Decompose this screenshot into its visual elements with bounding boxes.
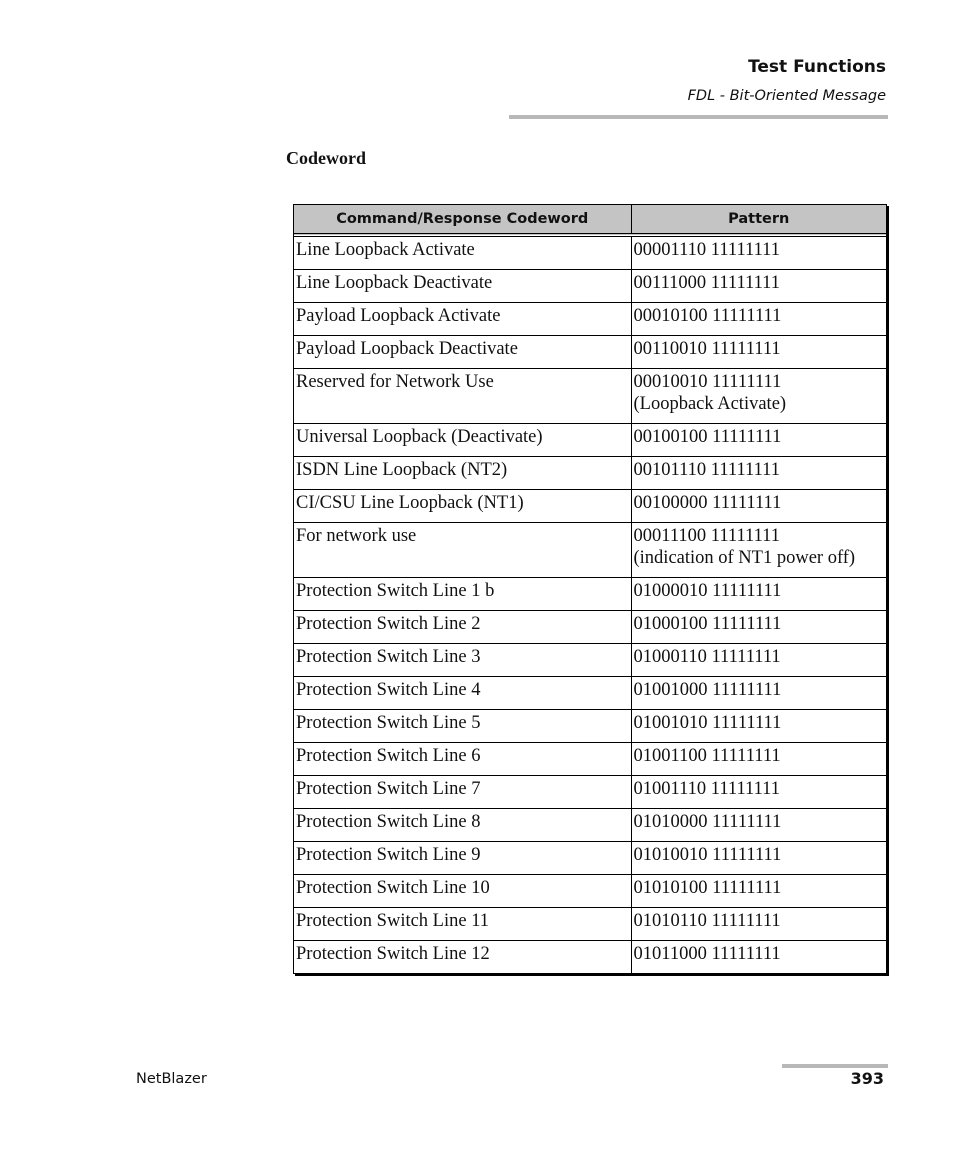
pattern-cell xyxy=(631,875,886,908)
table-row xyxy=(294,369,886,424)
command-cell: Protection Switch Line 5 xyxy=(294,710,631,743)
command-cell: Protection Switch Line 11 xyxy=(294,908,631,941)
pattern-cell xyxy=(631,369,886,424)
command-cell: Protection Switch Line 1 b xyxy=(294,578,631,611)
pattern-cell xyxy=(631,303,886,336)
pattern-note: (Loopback Activate) xyxy=(633,394,787,414)
table-row xyxy=(294,235,886,270)
pattern-value: 01000010 11111111 xyxy=(633,581,782,601)
table-row xyxy=(294,875,886,908)
pattern-cell xyxy=(631,611,886,644)
column-header-command: Command/Response Codeword xyxy=(294,205,631,235)
pattern-value: 00100000 11111111 xyxy=(633,493,782,513)
command-cell: Reserved for Network Use xyxy=(294,369,631,424)
table-row xyxy=(294,523,886,578)
table-row xyxy=(294,908,886,941)
pattern-cell xyxy=(631,490,886,523)
table-row xyxy=(294,809,886,842)
command-cell: For network use xyxy=(294,523,631,578)
page-header-title: Test Functions xyxy=(748,57,886,77)
command-cell: Protection Switch Line 7 xyxy=(294,776,631,809)
command-cell: Payload Loopback Deactivate xyxy=(294,336,631,369)
pattern-value: 01010110 11111111 xyxy=(633,911,781,931)
table-row xyxy=(294,842,886,875)
pattern-value: 00001110 11111111 xyxy=(633,240,780,260)
pattern-cell xyxy=(631,457,886,490)
pattern-value: 01000110 11111111 xyxy=(633,647,781,667)
pattern-value: 00100100 11111111 xyxy=(633,427,782,447)
header-divider xyxy=(509,115,888,119)
pattern-value: 01011000 11111111 xyxy=(633,944,781,964)
table-row xyxy=(294,710,886,743)
footer-product-name: NetBlazer xyxy=(136,1071,207,1087)
pattern-value: 00101110 11111111 xyxy=(633,460,780,480)
table-row xyxy=(294,578,886,611)
pattern-cell xyxy=(631,644,886,677)
table-row xyxy=(294,611,886,644)
pattern-cell xyxy=(631,270,886,303)
table-row xyxy=(294,336,886,369)
pattern-cell xyxy=(631,336,886,369)
pattern-value: 00011100 11111111 xyxy=(633,526,780,546)
codeword-table-container xyxy=(293,204,887,974)
pattern-cell xyxy=(631,809,886,842)
pattern-cell xyxy=(631,776,886,809)
command-cell: Protection Switch Line 4 xyxy=(294,677,631,710)
pattern-value: 01010000 11111111 xyxy=(633,812,782,832)
pattern-cell xyxy=(631,235,886,270)
command-cell: Payload Loopback Activate xyxy=(294,303,631,336)
table-row xyxy=(294,303,886,336)
pattern-value: 01000100 11111111 xyxy=(633,614,782,634)
pattern-value: 00110010 11111111 xyxy=(633,339,781,359)
codeword-table xyxy=(294,205,886,973)
pattern-value: 01001100 11111111 xyxy=(633,746,781,766)
command-cell: Protection Switch Line 9 xyxy=(294,842,631,875)
pattern-value: 01010100 11111111 xyxy=(633,878,782,898)
pattern-value: 00010010 11111111 xyxy=(633,372,782,392)
table-row xyxy=(294,941,886,974)
pattern-cell xyxy=(631,941,886,974)
command-cell: Universal Loopback (Deactivate) xyxy=(294,424,631,457)
command-cell: CI/CSU Line Loopback (NT1) xyxy=(294,490,631,523)
table-row xyxy=(294,457,886,490)
pattern-cell xyxy=(631,578,886,611)
column-header-pattern: Pattern xyxy=(631,205,886,235)
table-header-row xyxy=(294,205,886,235)
pattern-cell xyxy=(631,523,886,578)
table-row xyxy=(294,490,886,523)
pattern-cell xyxy=(631,842,886,875)
table-row xyxy=(294,743,886,776)
pattern-cell xyxy=(631,710,886,743)
table-row xyxy=(294,270,886,303)
pattern-cell xyxy=(631,908,886,941)
pattern-value: 01001010 11111111 xyxy=(633,713,782,733)
command-cell: Protection Switch Line 2 xyxy=(294,611,631,644)
pattern-cell xyxy=(631,677,886,710)
table-body xyxy=(294,235,886,973)
command-cell: Line Loopback Deactivate xyxy=(294,270,631,303)
table-row xyxy=(294,644,886,677)
pattern-value: 00010100 11111111 xyxy=(633,306,782,326)
command-cell: Line Loopback Activate xyxy=(294,235,631,270)
pattern-value: 00111000 11111111 xyxy=(633,273,780,293)
command-cell: Protection Switch Line 8 xyxy=(294,809,631,842)
table-row xyxy=(294,776,886,809)
pattern-value: 01001000 11111111 xyxy=(633,680,782,700)
command-cell: Protection Switch Line 6 xyxy=(294,743,631,776)
page-header-subtitle: FDL - Bit-Oriented Message xyxy=(687,88,886,104)
pattern-cell xyxy=(631,424,886,457)
footer-divider xyxy=(782,1064,888,1068)
pattern-value: 01010010 11111111 xyxy=(633,845,782,865)
command-cell: ISDN Line Loopback (NT2) xyxy=(294,457,631,490)
table-row xyxy=(294,677,886,710)
command-cell: Protection Switch Line 3 xyxy=(294,644,631,677)
pattern-value: 01001110 11111111 xyxy=(633,779,780,799)
command-cell: Protection Switch Line 12 xyxy=(294,941,631,974)
pattern-note: (indication of NT1 power off) xyxy=(633,548,856,568)
section-title: Codeword xyxy=(286,148,366,168)
command-cell: Protection Switch Line 10 xyxy=(294,875,631,908)
pattern-cell xyxy=(631,743,886,776)
page-number: 393 xyxy=(850,1069,884,1088)
table-row xyxy=(294,424,886,457)
